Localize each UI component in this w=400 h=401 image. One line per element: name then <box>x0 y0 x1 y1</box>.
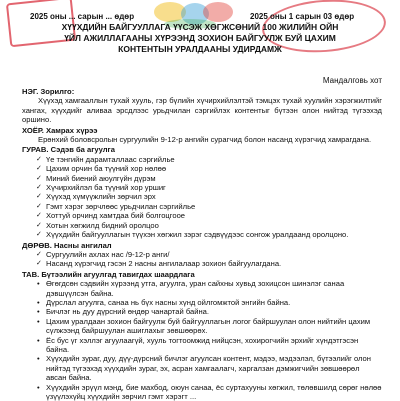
topic-list <box>22 155 382 240</box>
document-body <box>22 86 382 401</box>
list-item: ✓ Гэмт хэрэг зөрчлөөс урьдчилан сэргийлье <box>36 202 382 211</box>
list-item: ✓ Хотын хөгжилд бидний оролцоо <box>36 221 382 230</box>
document-title <box>20 22 380 55</box>
section-heading: НЭГ. Зорилго: <box>22 87 75 96</box>
requirements-list <box>22 279 382 401</box>
list-item: ✓ Үе тэнгийн дарамталлаас сэргийлье <box>36 155 382 164</box>
title-line: КОНТЕНТЫН УРАЛДААНЫ УДИРДАМЖ <box>118 44 282 54</box>
section-heading: ГУРАВ. Сэдэв ба агуулга <box>22 145 115 155</box>
list-item: ✓ Хүчирхийлэл ба түүний хор уршиг <box>36 183 382 192</box>
list-item: • Хүүхдийн эрүүл мэнд, бие махбод, оюун санаа, ёс суртахууны хөгжил, төлөвшилд сөрөг нөлөө үзүүлэхүйц хүүхдийн зөрчил гэмт хэрэгт ... <box>36 383 382 401</box>
list-item: ✓ Цахим орчин ба түүний хор нөлөө <box>36 164 382 173</box>
location: Мандалговь хот <box>322 76 382 85</box>
title-line: ХҮҮХДИЙН БАЙГУУЛЛАГА ҮҮСЭЖ ХӨГЖСӨНИЙ 100 ЖИЛИЙН ОЙН <box>61 22 339 32</box>
list-item: • Дүрслал агуулга, санаа нь бүх насны хүнд ойлгомжтой энгийн байна. <box>36 298 382 307</box>
age-list <box>22 250 382 269</box>
list-item: • Хүүхдийн зураг, дуу, дүү-дүрсний бичлэг агуулсан контент, мэдээ, мэдээлэл, бүтээлийг олон нийтэд түгээхэд хүүхдийн зураг, эх, асран хамгаалагч, харгалзан дэмжигчийн зөвшөөрөл авсан байна. <box>36 354 382 382</box>
list-item: • Өгөгдсөн сэдвийн хүрээнд утга, агуулга, уран сайхны хувьд зохицсон шинэлэг санаа дэвшүүлсэн байна. <box>36 279 382 298</box>
list-item: ✓ Хүүхдийн байгууллагын түүхэн хөгжил зэрэг сэдвүүдээс сонгож уралдаанд оролцоно. <box>36 230 382 239</box>
list-item: • Цахим уралдаан зохион байгуулж буй байгууллагын логог байршуулан олон нийтийн цахим сүлжээнд байршуулан ашиглахыг зөвшөөрөх. <box>36 317 382 336</box>
list-item: ✓ Хүүхэд хүмүүжлийн зөрчил эрх <box>36 192 382 201</box>
date-left: 2025 оны ... сарын ... өдөр <box>30 12 135 21</box>
section-text: Ерөнхий боловсролын сургуулийн 9-12-р ангийн сурагчид болон насанд хүрэгчид хамрагдана. <box>38 135 372 145</box>
date-right: 2025 оны 1 сарын 03 өдөр <box>250 12 355 21</box>
list-item: ✓ Миний биений аюулгүйн дүрэм <box>36 174 382 183</box>
list-item: ✓ Хоттуй орчинд хамтдаа бий болгоцгоое <box>36 211 382 220</box>
list-item: ✓ Насанд хүрэгчид гэсэн 2 насны ангилалаар зохион байгуулагдана. <box>36 259 382 268</box>
section-heading: ТАВ. Бүтээлийн агуулгад тавигдах шаардлага <box>22 269 195 279</box>
list-item: • Ёс бус үг хэллэг агуулаагүй, хууль тогтоомжид нийцсэн, хохирогчийн эрхийг хүндэтгэсэн байна. <box>36 336 382 355</box>
section-heading: ДӨРӨВ. Насны ангилал <box>22 240 112 250</box>
title-line: ҮЙЛ АЖИЛЛАГААНЫ ХҮРЭЭНД ЗОХИОН БАЙГУУЛЖ БУЙ ЦАХИМ <box>64 33 336 43</box>
list-item: ✓ Сургуулийн ахлах нас /9-12-р анги/ <box>36 250 382 259</box>
section-text: Хүүхэд хамгааллын тухай хууль, гэр бүлийн хүчирхийлэлтэй тэмцэх тухай хуулийн хэрэгжилтийг хангах, хүүхдийг аливаа эрсдлээс урьдчилан сэргийлэх контентыг бүтээн олон нийтэд түгээхэд оршино. <box>22 96 382 125</box>
section-heading: ХОЁР. Хамрах хүрээ <box>22 125 98 135</box>
list-item: • Бичлэг нь дуу дүрсний өндөр чанартай байна. <box>36 307 382 316</box>
